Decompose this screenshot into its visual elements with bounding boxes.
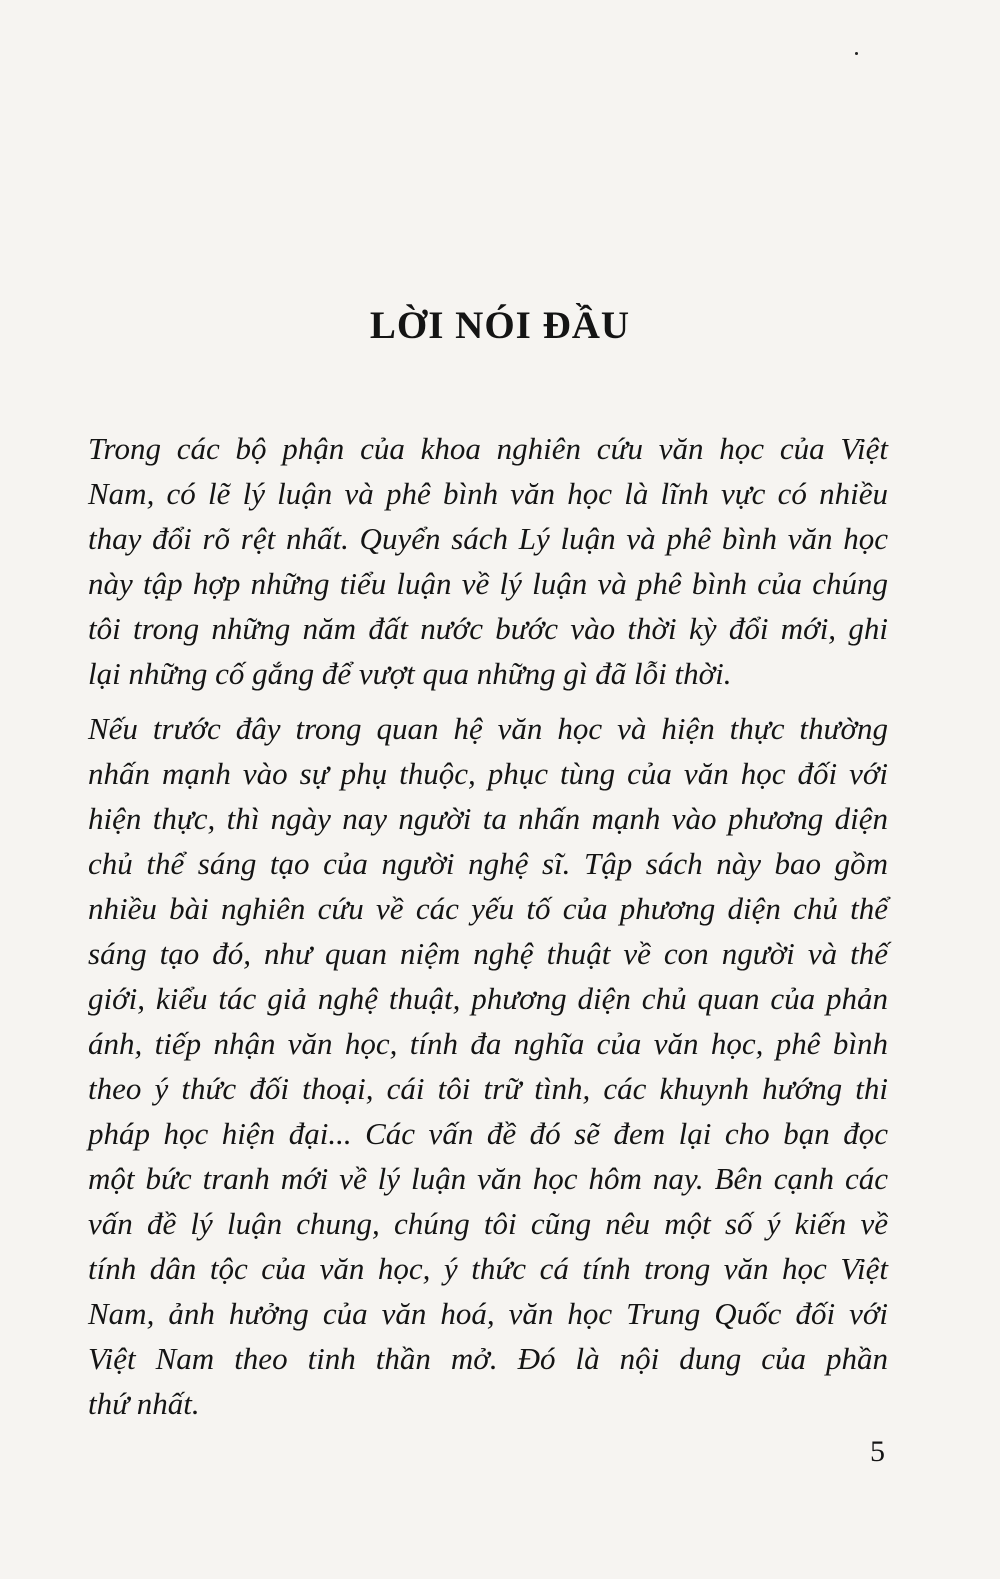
text-line: hiện thực, thì ngày nay người ta nhấn mạnh vào phương diện xyxy=(88,801,888,836)
page-number: 5 xyxy=(870,1435,885,1468)
text-line: Trong các bộ phận của khoa nghiên cứu văn học của Việt xyxy=(88,431,888,466)
preface-body xyxy=(88,426,888,1426)
chapter-heading: LỜI NÓI ĐẦU xyxy=(369,304,631,347)
text-line: tính dân tộc của văn học, ý thức cá tính trong văn học Việt xyxy=(88,1251,888,1286)
text-line: nhấn mạnh vào sự phụ thuộc, phục tùng của văn học đối với xyxy=(88,756,888,791)
text-line: thứ nhất. xyxy=(88,1386,200,1421)
paragraph-1 xyxy=(88,426,888,696)
text-line: Nam, có lẽ lý luận và phê bình văn học là lĩnh vực có nhiều xyxy=(88,476,888,511)
text-line: ánh, tiếp nhận văn học, tính đa nghĩa của văn học, phê bình xyxy=(88,1026,888,1061)
text-line: sáng tạo đó, như quan niệm nghệ thuật về con người và thế xyxy=(88,936,888,971)
text-line: Việt Nam theo tinh thần mở. Đó là nội dung của phần xyxy=(88,1341,888,1376)
paragraph-2 xyxy=(88,706,888,1426)
text-line: một bức tranh mới về lý luận văn học hôm nay. Bên cạnh các xyxy=(88,1161,888,1196)
text-line: vấn đề lý luận chung, chúng tôi cũng nêu một số ý kiến về xyxy=(88,1206,888,1241)
text-line: pháp học hiện đại... Các vấn đề đó sẽ đem lại cho bạn đọc xyxy=(88,1116,888,1151)
text-line: nhiều bài nghiên cứu về các yếu tố của phương diện chủ thể xyxy=(88,891,888,926)
ink-speck xyxy=(855,52,858,55)
text-line: theo ý thức đối thoại, cái tôi trữ tình, các khuynh hướng thi xyxy=(88,1071,888,1106)
text-line: thay đổi rõ rệt nhất. Quyển sách Lý luận và phê bình văn học xyxy=(88,521,888,556)
text-line: tôi trong những năm đất nước bước vào thời kỳ đổi mới, ghi xyxy=(88,611,888,646)
text-line: Nếu trước đây trong quan hệ văn học và hiện thực thường xyxy=(88,711,888,746)
text-line: chủ thể sáng tạo của người nghệ sĩ. Tập sách này bao gồm xyxy=(88,846,888,881)
text-line: giới, kiểu tác giả nghệ thuật, phương diện chủ quan của phản xyxy=(88,981,888,1016)
text-line: lại những cố gắng để vượt qua những gì đã lỗi thời. xyxy=(88,656,732,691)
text-line: này tập hợp những tiểu luận về lý luận và phê bình của chúng xyxy=(88,566,888,601)
text-line: Nam, ảnh hưởng của văn hoá, văn học Trung Quốc đối với xyxy=(88,1296,888,1331)
